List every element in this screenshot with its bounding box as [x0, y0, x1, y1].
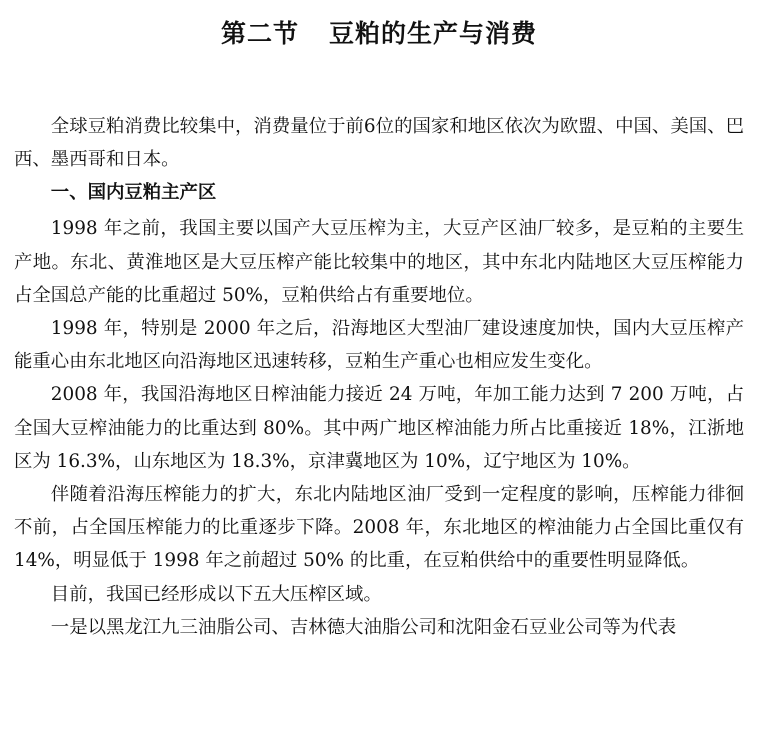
paragraph-five-regions: 目前，我国已经形成以下五大压榨区域。 [50, 583, 382, 605]
paragraph-1998-2000: 1998 年，特别是 2000 年之后，沿海地区大型油厂建设速度加快，国内大豆压榨产能重心由东北地区向沿海地区迅速转移，豆粕生产重心也相应发生变化。 [14, 318, 744, 373]
subsection-heading: 一、国内豆粕主产区 [50, 182, 217, 204]
paragraph-northeast-decline: 伴随着沿海压榨能力的扩大，东北内陆地区油厂受到一定程度的影响，压榨能力徘徊不前，占全国压榨能力的比重逐步下降。2008 年，东北地区的榨油能力占全国比重仅有 14%，明显低于 1998 年之前超过 50% 的比重，在豆粕供给中的重要性明显降低。 [14, 484, 744, 572]
document-body [14, 110, 744, 644]
section-number: 第二节 [220, 19, 299, 48]
paragraph-1998-before: 1998 年之前，我国主要以国产大豆压榨为主，大豆产区油厂较多，是豆粕的主要生产地。东北、黄淮地区是大豆压榨产能比较集中的地区，其中东北内陆地区大豆压榨能力占全国总产能的比重超过 50%，豆粕供给占有重要地位。 [14, 218, 744, 306]
section-heading: 豆粕的生产与消费 [329, 19, 538, 48]
paragraph-region-one: 一是以黑龙江九三油脂公司、吉林德大油脂公司和沈阳金石豆业公司等为代表 [50, 616, 677, 638]
section-title [14, 14, 744, 54]
paragraph-2008-capacity: 2008 年，我国沿海地区日榨油能力接近 24 万吨，年加工能力达到 7 200 万吨，占全国大豆榨油能力的比重达到 80%。其中两广地区榨油能力所占比重接近 18%，江浙地区为 16.3%，山东地区为 18.3%，京津冀地区为 10%，辽宁地区为 10%。 [14, 384, 744, 472]
intro-paragraph: 全球豆粕消费比较集中，消费量位于前6位的国家和地区依次为欧盟、中国、美国、巴西、墨西哥和日本。 [14, 116, 744, 171]
